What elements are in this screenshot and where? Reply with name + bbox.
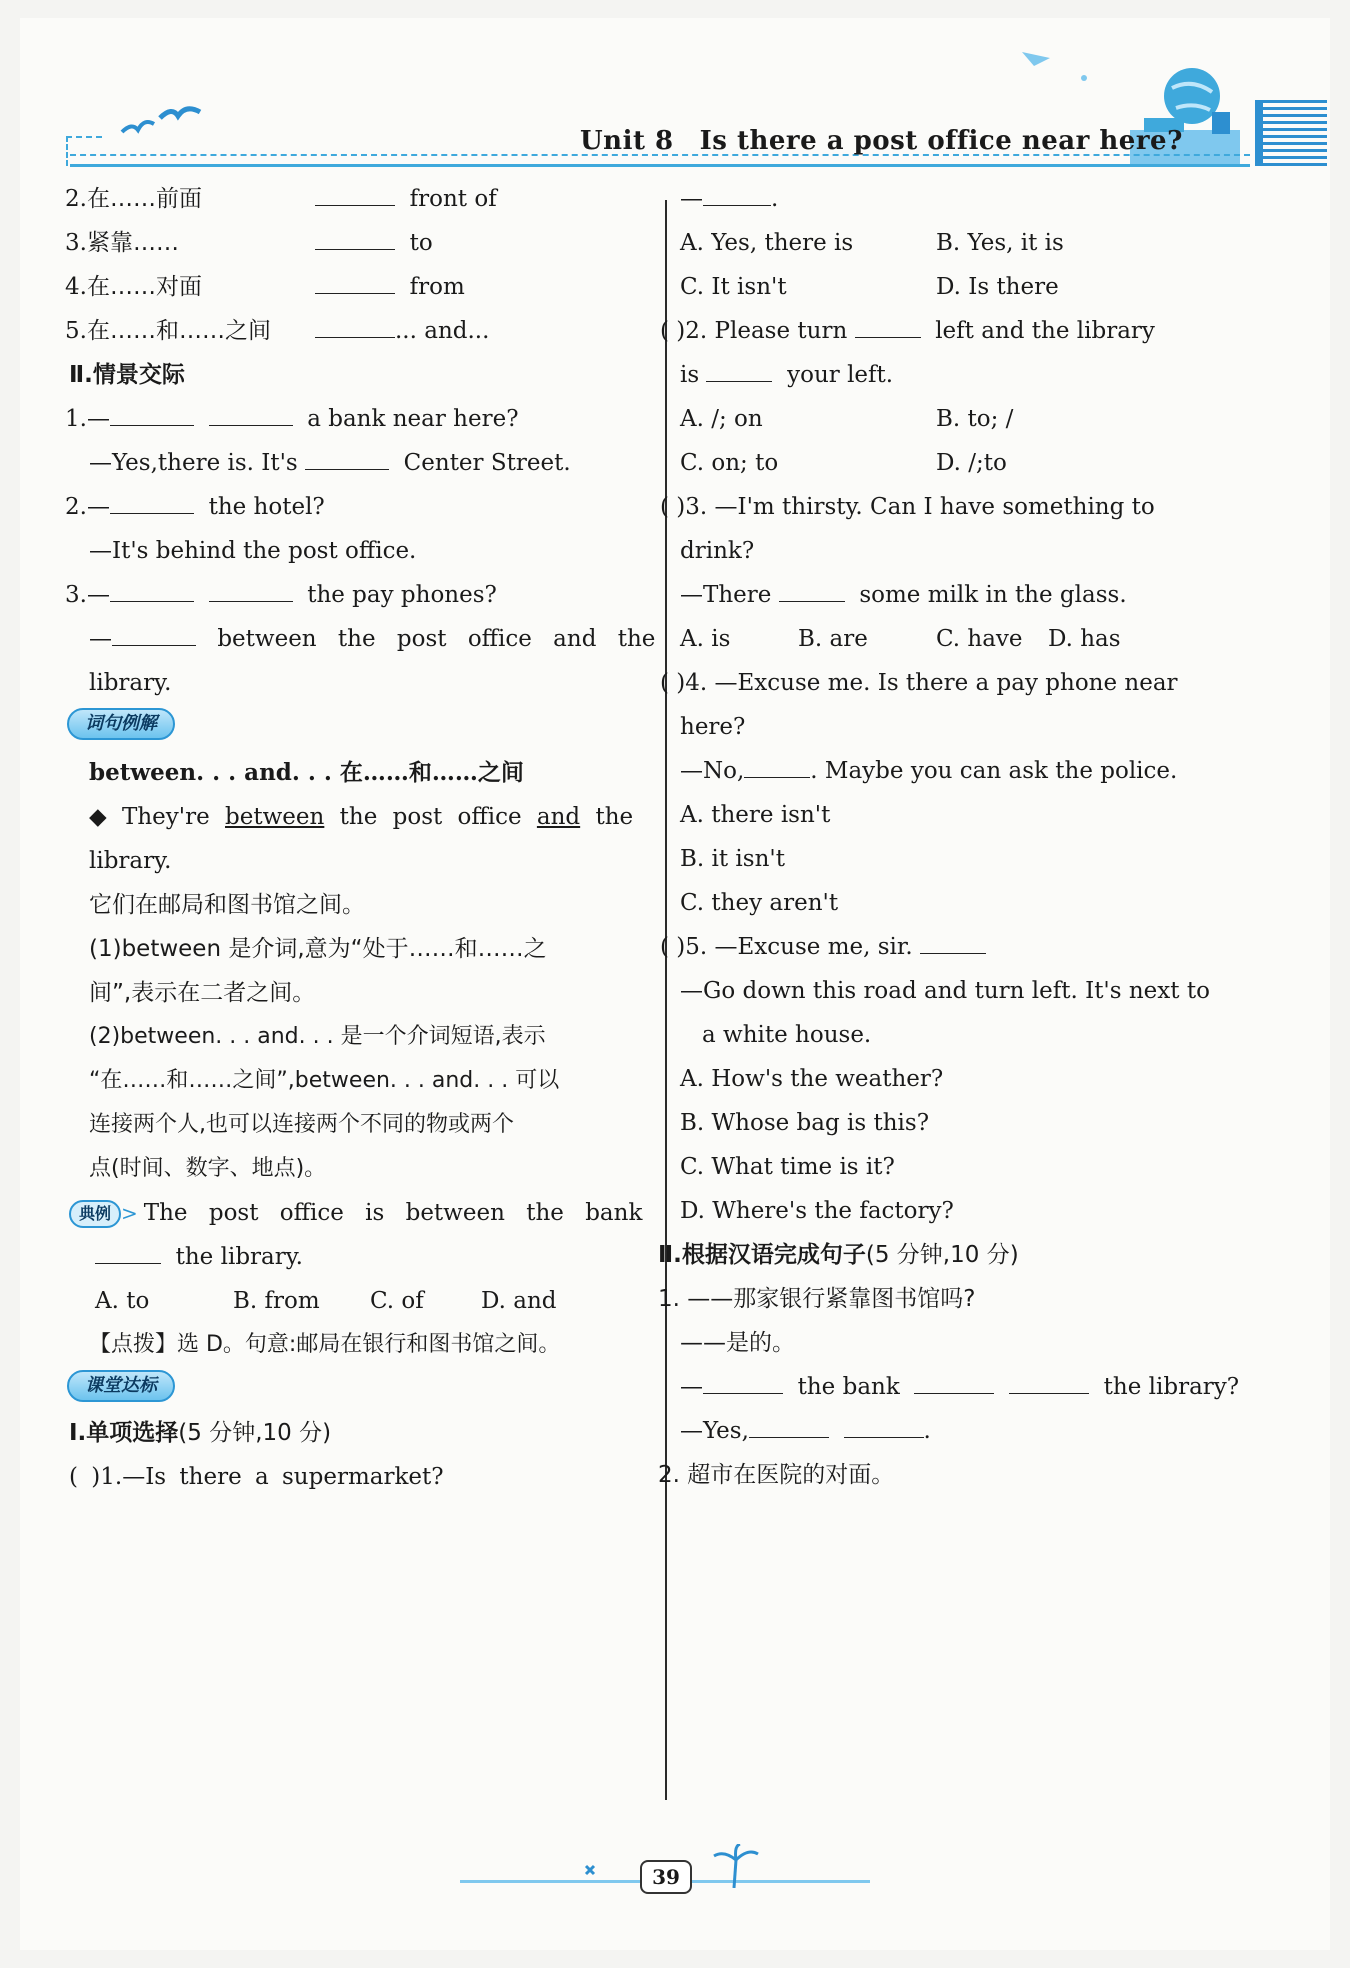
sentence-1-en: — the bank the library? (680, 1374, 1240, 1400)
sentence-1-zh-answer: ——是的。 (680, 1330, 795, 1356)
header-bar (1255, 100, 1263, 166)
option-a[interactable]: A. is (680, 626, 731, 652)
option-c[interactable]: C. It isn't (680, 274, 787, 300)
answer-blank[interactable] (844, 1416, 924, 1438)
option-b[interactable]: B. it isn't (680, 846, 785, 872)
option-a[interactable]: A. How's the weather? (680, 1066, 944, 1092)
answer-blank[interactable] (112, 624, 196, 646)
option-b[interactable]: B. Yes, it is (936, 230, 1064, 256)
dialog-line: —Yes,there is. It's Center Street. (89, 450, 571, 476)
answer-blank[interactable] (855, 316, 921, 338)
page-number: 39 (640, 1860, 692, 1894)
answer-blank[interactable] (209, 580, 293, 602)
unit-heading: Is there a post office near here? (699, 126, 1183, 156)
answer-blank[interactable] (749, 1416, 829, 1438)
answer-blank[interactable] (920, 932, 986, 954)
option-c[interactable]: C. they aren't (680, 890, 839, 916)
dialog-line: 2.— the hotel? (65, 494, 325, 520)
note-line: “在……和……之间”,between. . . and. . . 可以 (89, 1068, 560, 1093)
phrase-row: 5.在……和……之间 (65, 318, 271, 344)
arrow-icon: > (121, 1201, 138, 1225)
phrase-row: 4.在……对面 (65, 274, 202, 300)
dialog-line: 3.— the pay phones? (65, 582, 497, 608)
unit-title (580, 126, 1183, 156)
note-line: 连接两个人,也可以连接两个不同的物或两个 (89, 1112, 514, 1137)
answer-blank[interactable] (706, 360, 772, 382)
answer-blank[interactable] (779, 580, 845, 602)
question-5-cont: —Go down this road and turn left. It's next to (680, 978, 1210, 1004)
option-d[interactable]: D. Is there (936, 274, 1059, 300)
question-2-cont: is your left. (680, 362, 894, 388)
option-b[interactable]: B. are (798, 626, 868, 652)
phrase-answer: front of (315, 184, 497, 214)
diamond-icon: ◆ (89, 804, 107, 830)
answer-blank[interactable] (914, 1372, 994, 1394)
option-a[interactable]: A. /; on (680, 406, 763, 432)
question-4-cont: here? (680, 714, 746, 740)
workbook-page (20, 18, 1330, 1950)
question-4-cont: —No, . Maybe you can ask the police. (680, 758, 1178, 784)
option-b[interactable]: B. Whose bag is this? (680, 1110, 930, 1136)
note-line: (2)between. . . and. . . 是一个介词短语,表示 (89, 1024, 546, 1049)
answer-blank[interactable] (315, 228, 395, 250)
answer-blank[interactable] (110, 404, 194, 426)
option-d[interactable]: D. Where's the factory? (680, 1198, 954, 1224)
option-c[interactable]: C. of (370, 1288, 424, 1314)
header-stripes (1255, 100, 1327, 166)
section-title: Ⅱ.根据汉语完成句子(5 分钟,10 分) (658, 1242, 1019, 1268)
option-d[interactable]: D. has (1048, 626, 1121, 652)
birds-icon (120, 104, 210, 144)
option-d[interactable]: D. /;to (936, 450, 1007, 476)
example-question-cont: the library. (95, 1242, 303, 1272)
example-tag: 典例 (69, 1200, 121, 1228)
question-3: ( )3. —I'm thirsty. Can I have something to (660, 494, 1155, 520)
answer-blank[interactable] (305, 448, 389, 470)
question-2: ( )2. Please turn left and the library (660, 318, 1155, 344)
option-c[interactable]: C. on; to (680, 450, 779, 476)
example-translation: 它们在邮局和图书馆之间。 (89, 892, 365, 918)
dialog-line: library. (89, 670, 172, 696)
question-5-cont: a white house. (702, 1022, 872, 1048)
option-a[interactable]: A. Yes, there is (680, 230, 854, 256)
star-icon (580, 1856, 620, 1886)
option-b[interactable]: B. from (233, 1288, 320, 1314)
sentence-1-en-answer: —Yes, . (680, 1418, 931, 1444)
column-divider (665, 200, 667, 1800)
question-5: ( )5. —Excuse me, sir. (660, 932, 986, 962)
note-line: (1)between 是介词,意为“处于……和……之 (89, 936, 547, 962)
phrase-answer: from (315, 272, 465, 302)
phrase-heading: between. . . and. . . 在……和……之间 (89, 759, 524, 786)
note-line: 点(时间、数字、地点)。 (89, 1156, 327, 1181)
question-4: ( )4. —Excuse me. Is there a pay phone near (660, 670, 1178, 696)
sentence-1-zh: 1. ——那家银行紧靠图书馆吗? (658, 1286, 976, 1312)
palm-tree-icon (710, 1844, 760, 1888)
phrase-answer: to (315, 228, 433, 258)
option-c[interactable]: C. have (936, 626, 1023, 652)
answer-blank[interactable] (1009, 1372, 1089, 1394)
answer-blank[interactable] (315, 272, 395, 294)
dialog-line: — between the post office and the (89, 626, 656, 652)
answer-blank[interactable] (315, 184, 395, 206)
example-sentence-cont: library. (89, 848, 172, 874)
question-3-cont: —There some milk in the glass. (680, 582, 1127, 608)
question-1: ( )1.—Is there a supermarket? (69, 1464, 444, 1490)
option-d[interactable]: D. and (481, 1288, 557, 1314)
answer-blank[interactable] (703, 1372, 783, 1394)
phrase-answer: ... and... (315, 316, 489, 346)
answer-blank[interactable] (315, 316, 395, 338)
dialog-line: 1.— a bank near here? (65, 406, 519, 432)
answer-blank[interactable] (703, 184, 771, 206)
paper-plane-icon (1020, 48, 1100, 88)
example-sentence: ◆ They're between the post office and the (89, 804, 634, 830)
sentence-2-zh: 2. 超市在医院的对面。 (658, 1462, 895, 1488)
note-line: 间”,表示在二者之间。 (89, 980, 316, 1006)
question-3-cont: drink? (680, 538, 755, 564)
unit-label: Unit 8 (580, 126, 674, 156)
answer-blank[interactable] (209, 404, 293, 426)
section-tag: 词句例解 (67, 708, 175, 740)
dialog-line: —It's behind the post office. (89, 538, 417, 564)
question-1-cont: — . (680, 186, 779, 212)
option-c[interactable]: C. What time is it? (680, 1154, 895, 1180)
answer-explanation: 【点拨】选 D。句意:邮局在银行和图书馆之间。 (89, 1332, 561, 1357)
answer-blank[interactable] (110, 492, 194, 514)
page-header (20, 18, 1330, 178)
section-title: Ⅱ.情景交际 (69, 362, 185, 388)
phrase-row: 3.紧靠…… (65, 230, 179, 256)
answer-blank[interactable] (95, 1242, 161, 1264)
header-rule (70, 164, 1250, 167)
header-frame-corner (66, 136, 102, 166)
answer-blank[interactable] (110, 580, 194, 602)
option-b[interactable]: B. to; / (936, 406, 1014, 432)
answer-blank[interactable] (744, 756, 810, 778)
option-a[interactable]: A. there isn't (680, 802, 831, 828)
phrase-row: 2.在……前面 (65, 186, 202, 212)
option-a[interactable]: A. to (95, 1288, 150, 1314)
section-tag: 课堂达标 (67, 1370, 175, 1402)
section-title: Ⅰ.单项选择(5 分钟,10 分) (69, 1420, 332, 1446)
example-question: 典例 > The post office is between the bank (69, 1198, 642, 1228)
